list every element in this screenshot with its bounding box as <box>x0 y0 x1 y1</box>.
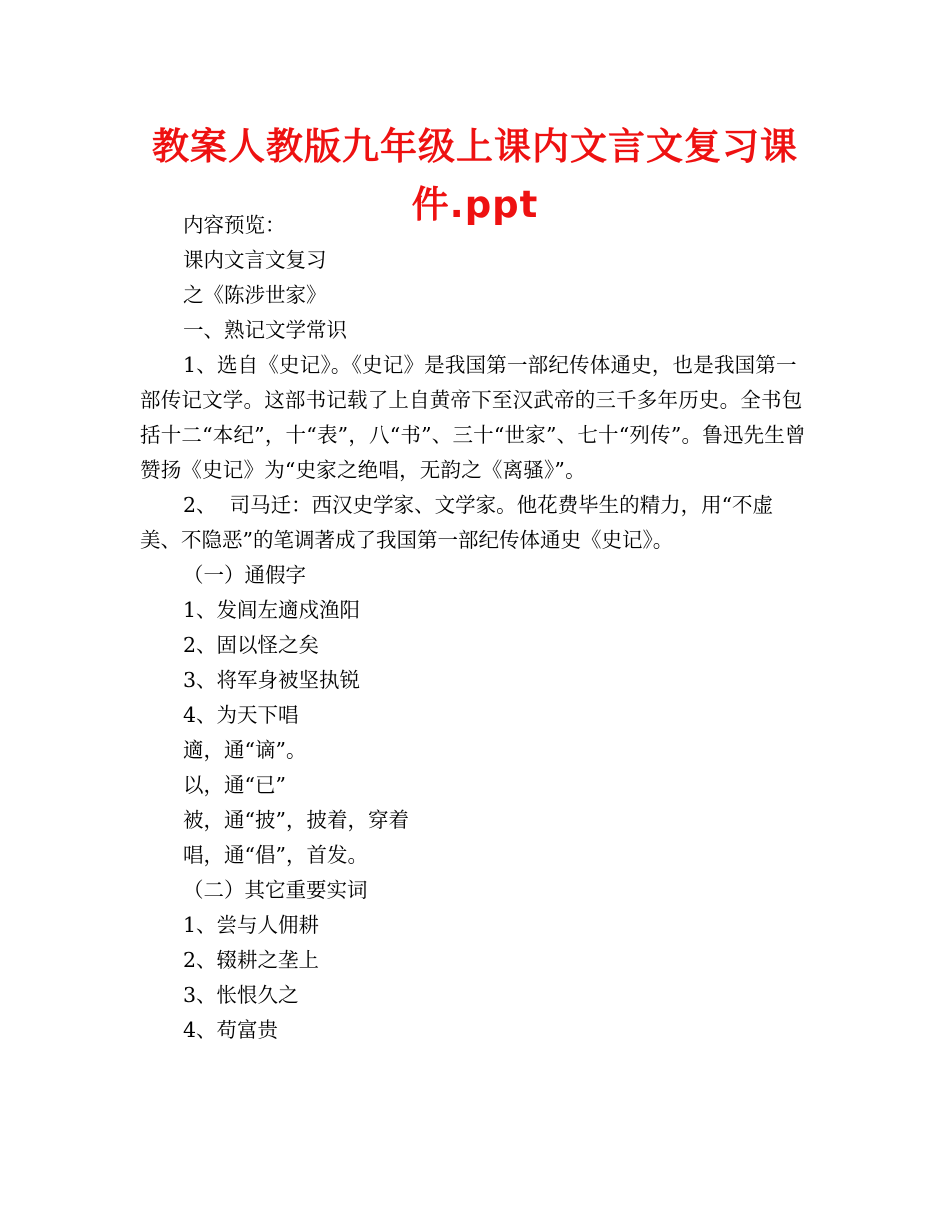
annotation: 適，通“谪”。 <box>183 738 307 762</box>
document-body <box>140 208 812 1048</box>
list-item: 2、辍耕之垄上 <box>183 948 320 972</box>
preview-label: 内容预览： <box>183 213 286 237</box>
annotation: 以，通“已” <box>183 773 286 797</box>
subsection-heading: （一）通假字 <box>183 563 306 587</box>
paragraph: 1、选自《史记》。《史记》是我国第一部纪传体通史，也是我国第一部传记文学。这部书记载了上自黄帝下至汉武帝的三千多年历史。全书包括十二“本纪”，十“表”，八“书”、三十“世家”、七十“列传”。鲁迅先生曾赞扬《史记》为“史家之绝唱，无韵之《离骚》”。 <box>140 353 806 482</box>
section-heading: 一、熟记文学常识 <box>183 318 347 342</box>
list-item: 1、尝与人佣耕 <box>183 913 320 937</box>
annotation: 唱，通“倡”，首发。 <box>183 843 368 867</box>
section-heading: 课内文言文复习 <box>183 248 327 272</box>
list-item: 3、将军身被坚执锐 <box>183 668 361 692</box>
document-title: 教案人教版九年级上课内文言文复习课件.ppt <box>152 125 798 226</box>
list-item: 4、为天下唱 <box>183 703 299 727</box>
list-item: 1、发闾左適戍渔阳 <box>183 598 361 622</box>
lesson-title: 之《陈涉世家》 <box>183 283 327 307</box>
paragraph: 2、 司马迁：西汉史学家、文学家。他花费毕生的精力，用“不虚美、不隐恶”的笔调著成了我国第一部纪传体通史《史记》。 <box>140 493 774 552</box>
subsection-heading: （二）其它重要实词 <box>183 878 368 902</box>
annotation: 被，通“披”，披着，穿着 <box>183 808 409 832</box>
list-item: 2、固以怪之矣 <box>183 633 320 657</box>
list-item: 4、苟富贵 <box>183 1018 279 1042</box>
list-item: 3、怅恨久之 <box>183 983 299 1007</box>
